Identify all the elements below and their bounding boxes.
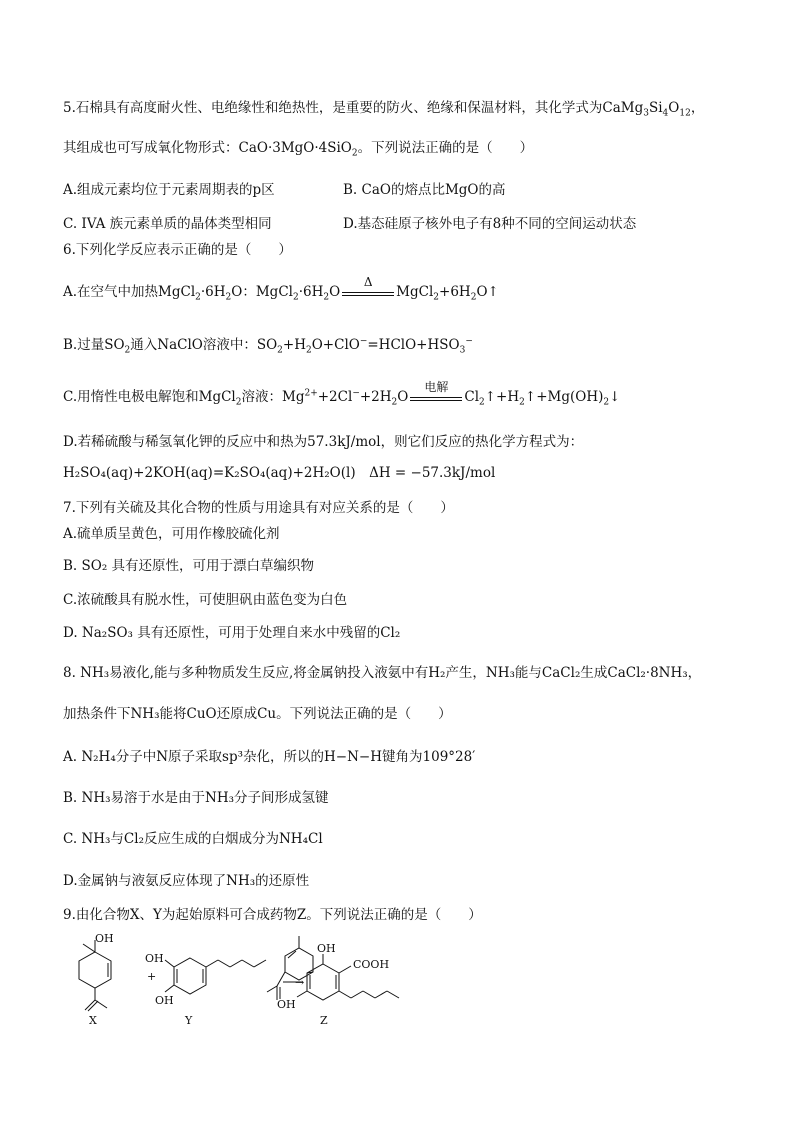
- z-cooh-label: COOH: [353, 958, 390, 971]
- q7-option-c: C.浓硫酸具有脱水性，可使胆矾由蓝色变为白色: [63, 592, 348, 608]
- q6-stem: 6.下列化学反应表示正确的是（ ）: [63, 242, 292, 258]
- q6-option-a: A.在空气中加热$MgCl_2\cdot 6H_2O$：$MgCl_2\cdot 6H_2O$ Δ $MgCl_2+6H_2O↑$: [63, 274, 499, 303]
- q5-option-c: C. ⅠVA 族元素单质的晶体类型相同: [63, 216, 272, 232]
- q5-option-d: D.基态硅原子核外电子有8种不同的空间运动状态: [343, 216, 637, 232]
- y-label: Y: [185, 1014, 193, 1025]
- q5-option-a: A.组成元素均位于元素周期表的p区: [63, 182, 275, 198]
- q5-stem-line1: 5.石棉具有高度耐火性、电绝缘性和绝热性，是重要的防火、绝缘和保温材料，其化学式为$CaMg_3Si_4O_{12}$，: [63, 100, 705, 119]
- q6-option-c: C.用惰性电极电解饱和MgCl$_2$溶液：$Mg^{2+}+2Cl^-+2H_2O$ 电解 $Cl_2↑+H_2↑+Mg(OH)_2↓$: [63, 379, 621, 408]
- q5-option-b: B. CaO的熔点比MgO的高: [343, 182, 506, 198]
- q7-stem: 7.下列有关硫及其化合物的性质与用途具有对应关系的是（ ）: [63, 500, 454, 516]
- z-ring-bottom: [307, 964, 339, 1000]
- q9-stem: 9.由化合物X、Y为起始原料可合成药物Z。下列说法正确的是（ ）: [63, 907, 482, 923]
- q8-stem-line1: 8. NH₃易液化,能与多种物质发生反应,将金属钠投入液氨中有H₂产生，NH₃能与CaCl₂生成CaCl₂·8NH₃，: [63, 665, 702, 681]
- x-ring: [79, 952, 111, 988]
- q6-option-d-equation: H₂SO₄(aq)+2KOH(aq)=K₂SO₄(aq)+2H₂O(l) ΔH = −57.3kJ/mol: [63, 465, 496, 481]
- plus-sign: +: [147, 970, 157, 983]
- y-oh-label-top: OH: [145, 952, 164, 965]
- q7-option-b: B. SO₂ 具有还原性，可用于漂白草编织物: [63, 558, 315, 574]
- z-label: Z: [320, 1014, 328, 1025]
- q7-option-a: A.硫单质呈黄色，可用作橡胶硫化剂: [63, 526, 280, 542]
- q8-option-b: B. NH₃易溶于水是由于NH₃分子间形成氢键: [63, 790, 329, 806]
- z-oh-label-bottom: OH: [277, 998, 296, 1011]
- q8-option-c: C. NH₃与Cl₂反应生成的白烟成分为NH₄Cl: [63, 831, 323, 847]
- q8-stem-line2: 加热条件下NH₃能将CuO还原成Cu。下列说法正确的是（ ）: [63, 706, 452, 722]
- q8-option-a: A. N₂H₄分子中N原子采取sp³杂化，所以的H−N−H键角为109°28′: [63, 749, 476, 765]
- q6-option-b: B.过量$SO_2$通入NaClO溶液中：$SO_2+H_2O+ClO^-=HClO+HSO_3^-$: [63, 336, 473, 356]
- reaction-arrow-head: →: [295, 976, 305, 989]
- y-oh-label-bottom: OH: [155, 994, 174, 1007]
- q6-option-d: D.若稀硫酸与稀氢氧化钾的反应中和热为57.3kJ/mol，则它们反应的热化学方程式为：: [63, 434, 584, 450]
- q7-option-d: D. Na₂SO₃ 具有还原性，可用于处理自来水中残留的Cl₂: [63, 625, 401, 641]
- x-oh-label: OH: [95, 932, 114, 945]
- q9-reaction-scheme: [55, 930, 475, 1025]
- y-ring: [174, 958, 206, 994]
- z-oh-label-top: OH: [317, 942, 336, 955]
- x-label: X: [89, 1014, 97, 1025]
- q8-option-d: D.金属钠与液氨反应体现了NH₃的还原性: [63, 873, 310, 889]
- q5-stem-line2: 其组成也可写成氧化物形式：CaO·3MgO·4SiO$_2$。下列说法正确的是（ ）: [63, 140, 534, 159]
